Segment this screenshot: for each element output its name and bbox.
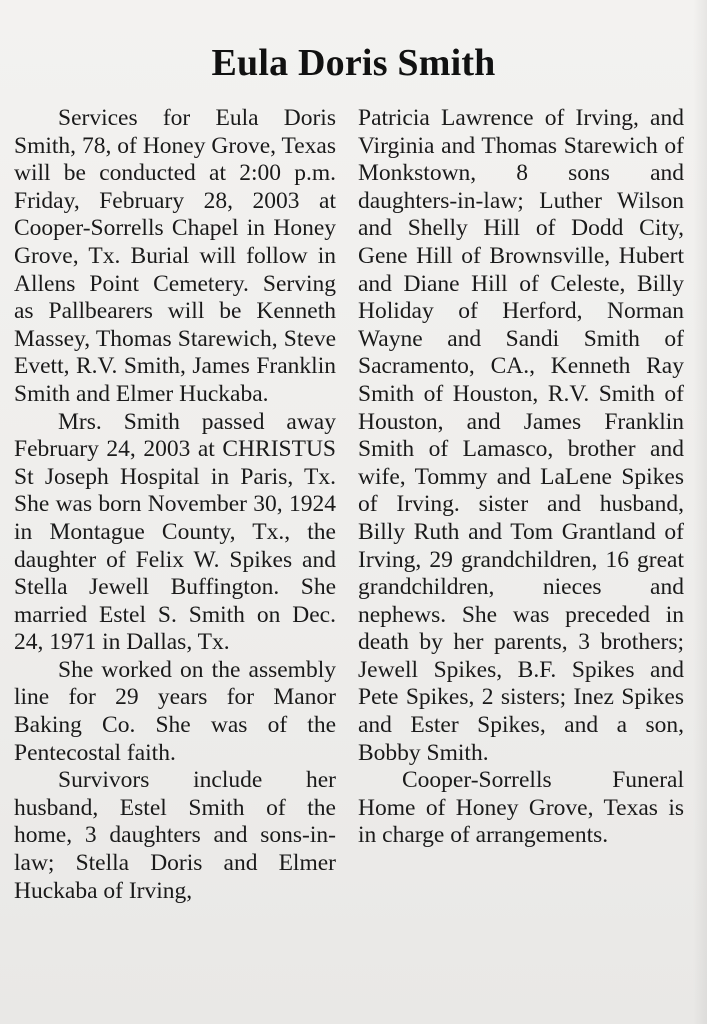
paper-edge-shadow [693, 0, 707, 1024]
obituary-column-right [358, 105, 684, 850]
paragraph-survivors: Survivors include her husband, Estel Smith of the home, 3 daughters and sons-in-law; Stella Doris and Elmer Huckaba of Irving, [14, 767, 336, 904]
obituary-title: Eula Doris Smith [211, 42, 496, 84]
paragraph-survivors-continued: Patricia Lawrence of Irving, and Virginia and Thomas Starewich of Monkstown, 8 sons and daughters-in-law; Luther Wilson and Shelly Hill of Dodd City, Gene Hill of Brownsville, Hubert and Diane Hill of Celeste, Billy Holiday of Herford, Norman Wayne and Sandi Smith of Sacramento, CA., Kenneth Ray Smith of Houston, R.V. Smith of Houston, and James Franklin Smith of Lamasco, brother and wife, Tommy and LaLene Spikes of Irving. sister and husband, Billy Ruth and Tom Grantland of Irving, 29 grandchildren, 16 great grandchildren, nieces and nephews. She was preceded in death by her parents, 3 brothers; Jewell Spikes, B.F. Spikes and Pete Spikes, 2 sisters; Inez Spikes and Ester Spikes, and a son, Bobby Smith. [358, 105, 684, 766]
paragraph-services: Services for Eula Doris Smith, 78, of Honey Grove, Texas will be conducted at 2:00 p.m. Friday, February 28, 2003 at Cooper-Sorrells Chapel in Honey Grove, Tx. Burial will follow in Allens Point Cemetery. Serving as Pallbearers will be Kenneth Massey, Thomas Starewich, Steve Evett, R.V. Smith, James Franklin Smith and Elmer Huckaba. [14, 105, 336, 407]
paragraph-death-birth: Mrs. Smith passed away February 24, 2003 at CHRISTUS St Joseph Hospital in Paris, Tx. She was born November 30, 1924 in Montague County, Tx., the daughter of Felix W. Spikes and Stella Jewell Buffington. She married Estel S. Smith on Dec. 24, 1971 in Dallas, Tx. [14, 408, 336, 656]
paragraph-funeral-home: Cooper-Sorrells Funeral Home of Honey Grove, Texas is in charge of arrangements. [358, 767, 684, 849]
obituary-column-left [14, 105, 336, 905]
paragraph-work-faith: She worked on the assembly line for 29 years for Manor Baking Co. She was of the Pentecostal faith. [14, 656, 336, 766]
